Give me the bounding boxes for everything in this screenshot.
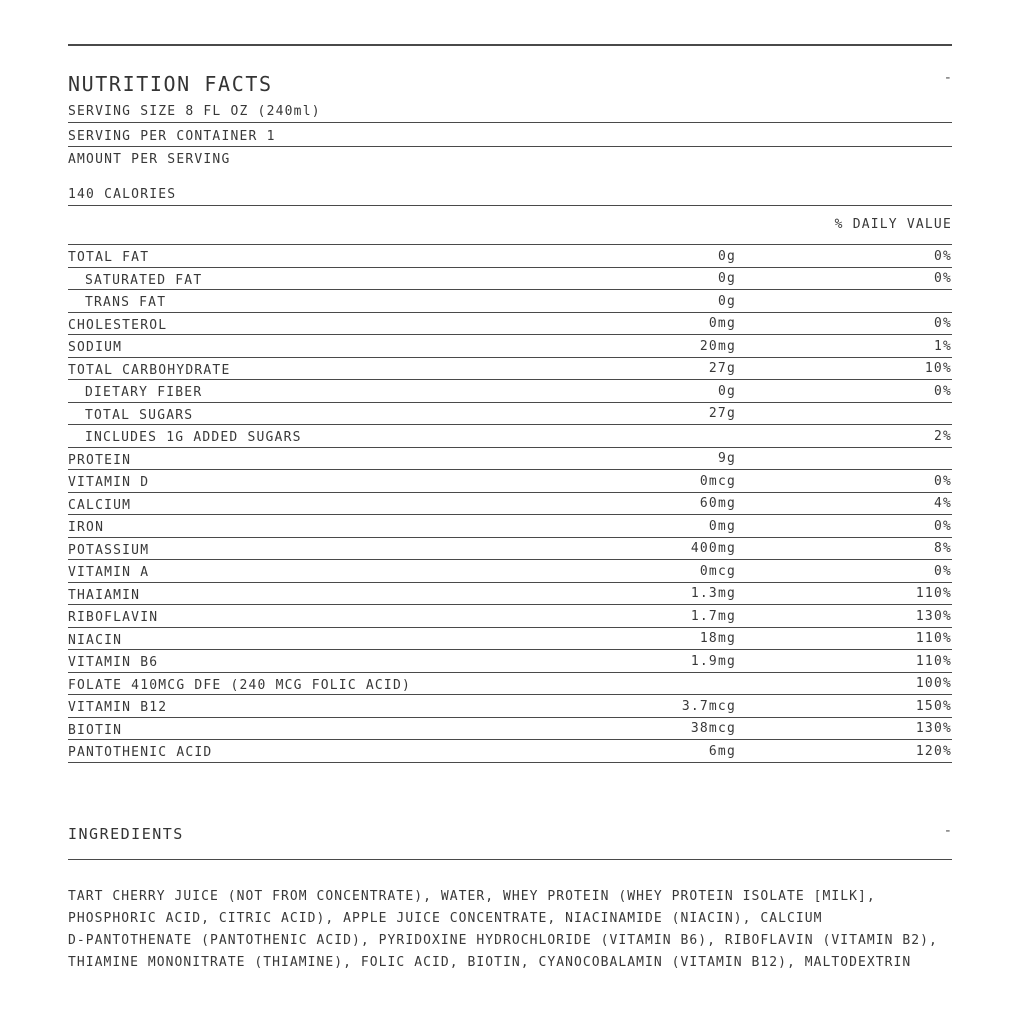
row-percent: 0%	[933, 248, 952, 264]
row-percent: 0%	[933, 563, 952, 579]
row-amount: 0mg	[708, 316, 736, 331]
row-amount: 400mg	[690, 541, 736, 556]
servings-per-container-text: SERVING PER CONTAINER 1	[68, 123, 952, 147]
table-row-trans-fat	[68, 290, 952, 313]
row-percent: 150%	[915, 698, 952, 714]
ingredients-text	[68, 886, 952, 974]
table-row-total-carbohydrate	[68, 358, 952, 381]
table-row-saturated-fat	[68, 268, 952, 291]
row-amount: 0g	[717, 293, 736, 309]
row-label: CHOLESTEROL	[68, 317, 168, 333]
row-label: BIOTIN	[68, 722, 123, 738]
top-divider	[68, 44, 952, 46]
table-row-thaiamin	[68, 583, 952, 606]
row-amount: 0mg	[708, 518, 736, 534]
table-row-added-sugars	[68, 425, 952, 448]
page-title: NUTRITION FACTS	[68, 72, 273, 96]
row-label: SODIUM	[68, 340, 123, 356]
row-label: VITAMIN B6	[68, 655, 159, 671]
row-label: POTASSIUM	[68, 542, 150, 558]
title-row	[68, 72, 952, 96]
table-row-calcium	[68, 493, 952, 516]
row-label: NIACIN	[68, 632, 123, 648]
row-amount: 38mcg	[690, 721, 736, 736]
row-percent: 10%	[924, 361, 952, 376]
label-content	[68, 0, 952, 974]
row-percent: 0%	[933, 271, 952, 286]
row-percent: 100%	[915, 676, 952, 691]
row-amount: 1.9mg	[690, 653, 736, 669]
table-row-iron	[68, 515, 952, 538]
row-percent: 0%	[933, 316, 952, 331]
table-row-biotin	[68, 718, 952, 741]
row-percent: 8%	[933, 541, 952, 556]
row-label: TOTAL FAT	[68, 250, 150, 266]
table-row-vitamin-b12	[68, 695, 952, 718]
row-amount: 0mcg	[699, 473, 736, 489]
table-row-niacin	[68, 628, 952, 651]
row-amount: 0g	[717, 271, 736, 286]
nutrition-table	[68, 244, 952, 763]
row-label: DIETARY FIBER	[85, 385, 203, 401]
ingredients-title: INGREDIENTS	[68, 824, 184, 843]
row-amount: 60mg	[699, 496, 736, 511]
row-label: THAIAMIN	[68, 587, 141, 603]
row-label: VITAMIN D	[68, 475, 150, 491]
table-row-vitamin-b6	[68, 650, 952, 673]
table-row-protein	[68, 448, 952, 471]
corner-dash-icon: -	[943, 70, 952, 86]
row-label: TOTAL CARBOHYDRATE	[68, 362, 231, 378]
table-row-vitamin-a	[68, 560, 952, 583]
row-percent: 110%	[915, 653, 952, 669]
row-label: RIBOFLAVIN	[68, 610, 159, 626]
row-amount: 1.3mg	[690, 586, 736, 601]
table-row-total-sugars	[68, 403, 952, 426]
row-percent: 0%	[933, 518, 952, 534]
row-label: FOLATE 410MCG DFE (240 MCG FOLIC ACID)	[68, 677, 412, 693]
table-row-cholesterol	[68, 313, 952, 336]
daily-value-header: % DAILY VALUE	[834, 217, 952, 232]
row-label: PROTEIN	[68, 452, 132, 468]
amount-per-serving-text: AMOUNT PER SERVING	[68, 152, 231, 167]
row-label: CALCIUM	[68, 497, 132, 513]
row-amount: 0g	[717, 383, 736, 399]
table-row-riboflavin	[68, 605, 952, 628]
table-row-pantothenic-acid	[68, 740, 952, 763]
row-percent: 120%	[915, 743, 952, 759]
table-row-potassium	[68, 538, 952, 561]
row-amount: 18mg	[699, 631, 736, 646]
row-percent: 110%	[915, 586, 952, 601]
calories-text: 140 CALORIES	[68, 187, 952, 206]
row-percent: 1%	[933, 338, 952, 354]
row-amount: 27g	[708, 406, 736, 421]
row-percent: 4%	[933, 496, 952, 511]
row-amount: 1.7mg	[690, 608, 736, 624]
row-amount: 0g	[717, 248, 736, 264]
row-label: SATURATED FAT	[85, 272, 203, 288]
ingredients-line: D-PANTOTHENATE (PANTOTHENIC ACID), PYRIDOXINE HYDROCHLORIDE (VITAMIN B6), RIBOFLAVIN (VITAMIN B2),	[68, 932, 938, 948]
row-percent: 130%	[915, 721, 952, 736]
table-row-dietary-fiber	[68, 380, 952, 403]
ingredients-header-row	[68, 822, 952, 860]
row-label: PANTOTHENIC ACID	[68, 745, 213, 761]
table-row-sodium	[68, 335, 952, 358]
row-amount: 6mg	[708, 743, 736, 759]
row-label: INCLUDES 1G ADDED SUGARS	[85, 430, 302, 446]
table-row-folate	[68, 673, 952, 696]
row-label: TOTAL SUGARS	[85, 407, 194, 423]
row-label: VITAMIN B12	[68, 700, 168, 716]
row-percent: 0%	[933, 383, 952, 399]
row-amount: 27g	[708, 361, 736, 376]
row-label: VITAMIN A	[68, 565, 150, 581]
ingredients-line: TART CHERRY JUICE (NOT FROM CONCENTRATE), WATER, WHEY PROTEIN (WHEY PROTEIN ISOLATE [MILK],	[68, 888, 876, 904]
corner-dash-icon: -	[943, 822, 952, 839]
row-amount: 0mcg	[699, 563, 736, 579]
row-label: IRON	[68, 520, 105, 536]
row-percent: 2%	[933, 428, 952, 444]
ingredients-line: THIAMINE MONONITRATE (THIAMINE), FOLIC ACID, BIOTIN, CYANOCOBALAMIN (VITAMIN B12), MALTODEXTRIN	[68, 954, 912, 970]
row-amount: 3.7mcg	[681, 698, 736, 714]
serving-size-text: SERVING SIZE 8 FL OZ (240ml)	[68, 104, 952, 123]
row-amount: 20mg	[699, 338, 736, 354]
row-percent: 130%	[915, 608, 952, 624]
row-percent: 110%	[915, 631, 952, 646]
ingredients-line: PHOSPHORIC ACID, CITRIC ACID), APPLE JUICE CONCENTRATE, NIACINAMIDE (NIACIN), CALCIUM	[68, 910, 823, 926]
row-label: TRANS FAT	[85, 295, 167, 311]
row-percent: 0%	[933, 473, 952, 489]
row-amount: 9g	[717, 451, 736, 466]
table-row-total-fat	[68, 245, 952, 268]
table-row-vitamin-d	[68, 470, 952, 493]
